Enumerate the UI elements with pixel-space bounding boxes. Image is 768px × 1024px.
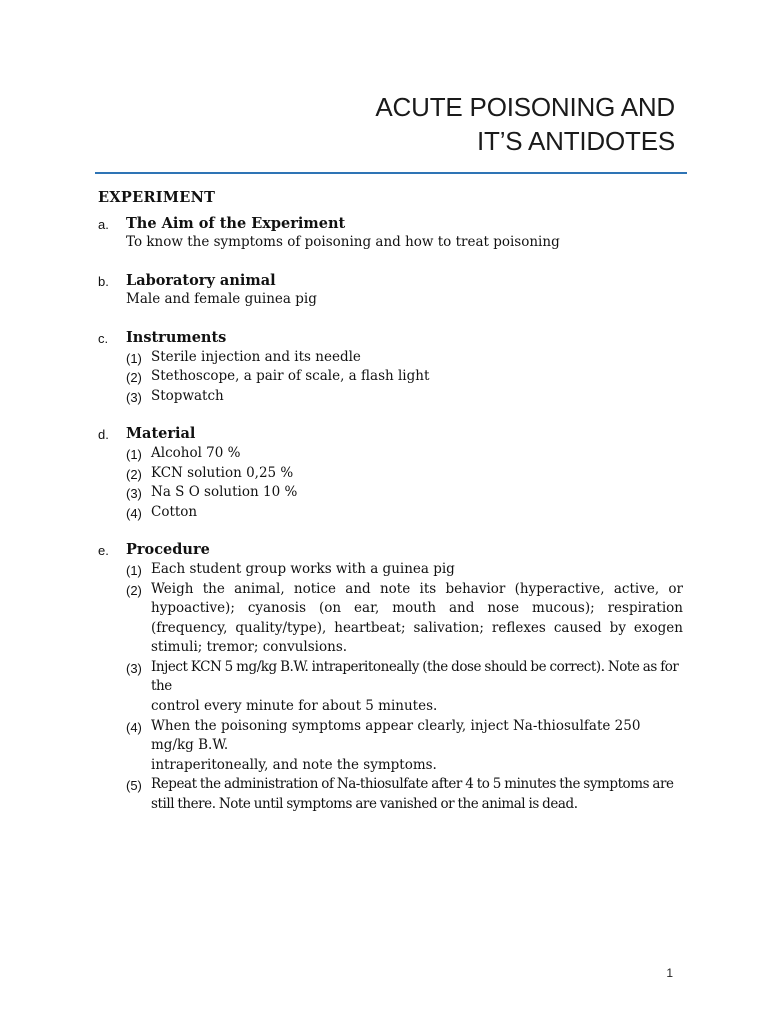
section-letter: c. — [98, 330, 109, 346]
item-number: (2) — [126, 582, 142, 598]
list-item — [126, 464, 683, 484]
section-material — [98, 424, 683, 522]
item-number: (2) — [126, 466, 142, 482]
item-text: Cotton — [151, 503, 198, 520]
item-number: (4) — [126, 719, 142, 735]
document-body — [98, 188, 683, 833]
material-list — [126, 444, 683, 522]
title-divider — [95, 172, 687, 174]
list-item — [126, 775, 683, 814]
item-number: (1) — [126, 446, 142, 462]
section-letter: e. — [98, 543, 109, 559]
item-text: Sterile injection and its needle — [151, 348, 361, 365]
section-heading: The Aim of the Experiment — [126, 214, 346, 232]
item-number: (5) — [126, 778, 142, 794]
section-heading: Instruments — [126, 328, 227, 346]
list-item — [126, 503, 683, 523]
list-item — [126, 580, 683, 658]
item-number: (2) — [126, 370, 142, 386]
item-number: (1) — [126, 562, 142, 578]
document-title — [375, 90, 675, 158]
section-procedure — [98, 540, 683, 814]
item-text: Repeat the administration of Na-thiosulfate after 4 to 5 minutes the symptoms are still there. Note until symptoms are vanished or the animal is dead. — [151, 776, 674, 813]
list-item — [126, 348, 683, 368]
list-item — [126, 658, 683, 717]
item-text: Na S O solution 10 % — [151, 484, 298, 501]
list-item — [126, 717, 683, 776]
section-laboratory-animal — [98, 271, 683, 310]
item-number: (1) — [126, 350, 142, 366]
section-text: To know the symptoms of poisoning and how to treat poisoning — [126, 234, 560, 251]
item-text-continued: control every minute for about 5 minutes. — [151, 698, 438, 715]
list-item — [126, 560, 683, 580]
item-text: Alcohol 70 % — [151, 444, 241, 461]
page-number: 1 — [666, 966, 673, 980]
item-text: Each student group works with a guinea pig — [151, 560, 455, 577]
item-text: When the poisoning symptoms appear clearly, inject Na-thiosulfate 250 mg/kg B.W. — [151, 717, 641, 754]
item-text: Stethoscope, a pair of scale, a flash light — [151, 368, 430, 385]
list-item — [126, 483, 683, 503]
section-instruments — [98, 328, 683, 406]
procedure-list — [126, 560, 683, 815]
section-aim — [98, 214, 683, 253]
item-number: (4) — [126, 505, 142, 521]
section-heading: Laboratory animal — [126, 271, 276, 289]
section-letter: b. — [98, 273, 109, 289]
item-text-continued: intraperitoneally, and note the symptoms. — [151, 756, 437, 773]
item-text: Weigh the animal, notice and note its behavior (hyperactive, active, or hypoactive); cyanosis (on ear, mouth and nose mucous); respiration (frequency, quality/type), heartbeat; salivation; reflexes caused by exogen stimuli; tremor; convulsions. — [151, 580, 683, 656]
title-line-2: IT’S ANTIDOTES — [476, 126, 675, 156]
item-number: (3) — [126, 389, 142, 405]
section-heading: Procedure — [126, 541, 210, 559]
item-number: (3) — [126, 486, 142, 502]
list-item — [126, 367, 683, 387]
list-item — [126, 387, 683, 407]
section-heading: Material — [126, 425, 196, 443]
list-item — [126, 444, 683, 464]
item-text: Inject KCN 5 mg/kg B.W. intraperitoneally (the dose should be correct). Note as for the — [151, 658, 679, 695]
section-letter: a. — [98, 216, 109, 232]
section-text: Male and female guinea pig — [126, 291, 317, 308]
instruments-list — [126, 348, 683, 407]
item-text: KCN solution 0,25 % — [151, 464, 294, 481]
experiment-heading: EXPERIMENT — [98, 189, 216, 206]
section-letter: d. — [98, 427, 109, 443]
item-number: (3) — [126, 660, 142, 676]
title-line-1: ACUTE POISONING AND — [375, 92, 675, 122]
item-text: Stopwatch — [151, 387, 224, 404]
